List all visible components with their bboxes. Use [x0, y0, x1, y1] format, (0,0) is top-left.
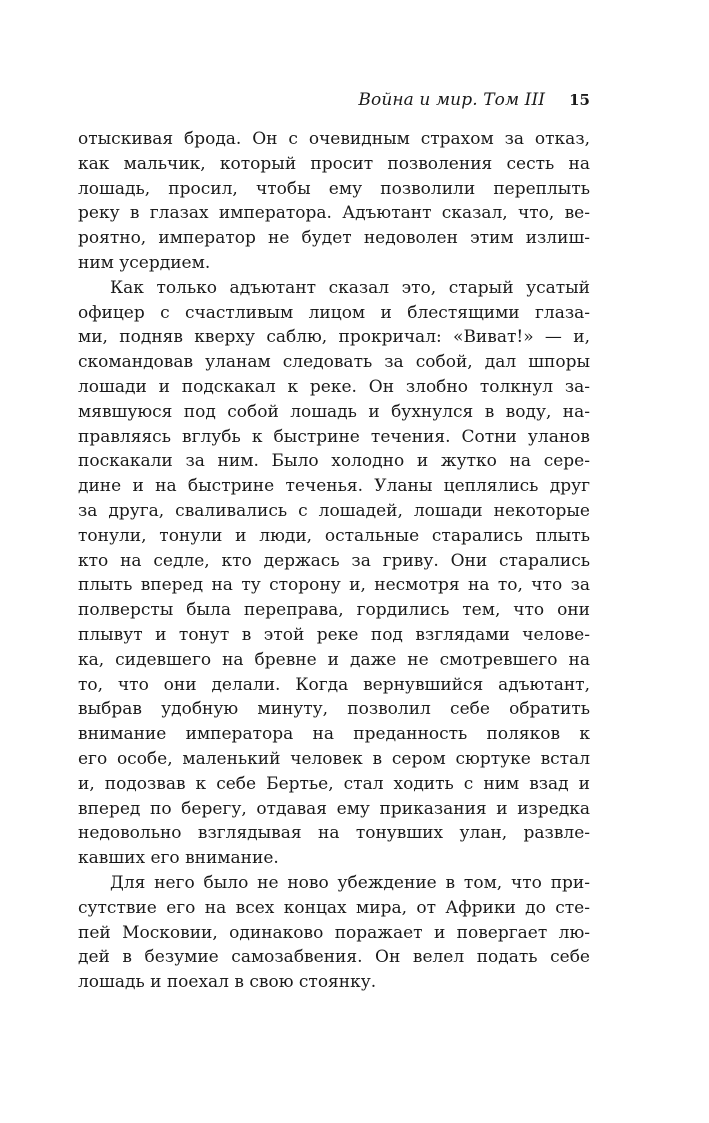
text-line: выбрав удобную минуту, позволил себе обратить: [78, 699, 590, 720]
text-line: реку в глазах императора. Адъютант сказал, что, ве-: [78, 203, 590, 224]
text-line: скомандовав уланам следовать за собой, дал шпоры: [78, 352, 590, 373]
page-number: 15: [569, 91, 590, 109]
text-line: офицер с счастливым лицом и блестящими глаза-: [78, 302, 590, 323]
text-line: ми, подняв кверху саблю, прокричал: «Виват!» — и,: [78, 327, 590, 348]
text-line: вперед по берегу, отдавая ему приказания и изредка: [78, 798, 590, 819]
text-line: лошадь и поехал в свою стоянку.: [78, 972, 377, 993]
text-line: его особе, маленький человек в сером сюртуке встал: [78, 748, 590, 769]
text-line: дине и на быстрине теченья. Уланы цеплялись друг: [78, 476, 590, 497]
text-line: кавших его внимание.: [78, 848, 279, 869]
paragraph: [78, 127, 590, 276]
text-line: плывут и тонут в этой реке под взглядами челове-: [78, 624, 590, 645]
text-line: Как только адъютант сказал это, старый усатый: [110, 277, 590, 298]
paragraph: [78, 871, 590, 995]
running-head: [358, 90, 590, 110]
text-line: ним усердием.: [78, 252, 211, 273]
body-text: [78, 127, 590, 995]
text-line: поскакали за ним. Было холодно и жутко на сере-: [78, 451, 590, 472]
text-line: правляясь вглубь к быстрине течения. Сотни уланов: [78, 426, 590, 447]
text-line: сутствие его на всех концах мира, от Африки до сте-: [78, 897, 590, 918]
text-line: мявшуюся под собой лошадь и бухнулся в воду, на-: [78, 401, 590, 422]
text-line: недовольно взглядывая на тонувших улан, развле-: [78, 823, 590, 844]
text-line: и, подозвав к себе Бертье, стал ходить с ним взад и: [78, 773, 590, 794]
text-line: тонули, тонули и люди, остальные старались плыть: [78, 525, 590, 546]
text-line: внимание императора на преданность поляков к: [78, 724, 590, 745]
text-line: плыть вперед на ту сторону и, несмотря на то, что за: [78, 575, 590, 596]
text-line: Для него было не ново убеждение в том, что при-: [110, 872, 590, 893]
running-head-title: Война и мир. Том III: [358, 90, 546, 110]
text-line: роятно, император не будет недоволен этим излиш-: [78, 228, 590, 249]
text-line: кто на седле, кто держась за гриву. Они старались: [78, 550, 590, 571]
text-line: полверсты была переправа, гордились тем, что они: [78, 600, 590, 621]
text-line: пей Московии, одинаково поражает и повергает лю-: [78, 922, 590, 943]
text-line: как мальчик, который просит позволения сесть на: [78, 153, 590, 174]
text-line: лошади и подскакал к реке. Он злобно толкнул за-: [78, 376, 590, 397]
text-line: ка, сидевшего на бревне и даже не смотревшего на: [78, 649, 590, 670]
text-line: то, что они делали. Когда вернувшийся адъютант,: [78, 674, 590, 695]
text-line: отыскивая брода. Он с очевидным страхом за отказ,: [78, 129, 590, 149]
paragraph: [78, 276, 590, 871]
text-line: дей в безумие самозабвения. Он велел подать себе: [78, 947, 590, 968]
text-line: за друга, сваливались с лошадей, лошади некоторые: [78, 500, 590, 521]
text-line: лошадь, просил, чтобы ему позволили переплыть: [78, 178, 590, 199]
